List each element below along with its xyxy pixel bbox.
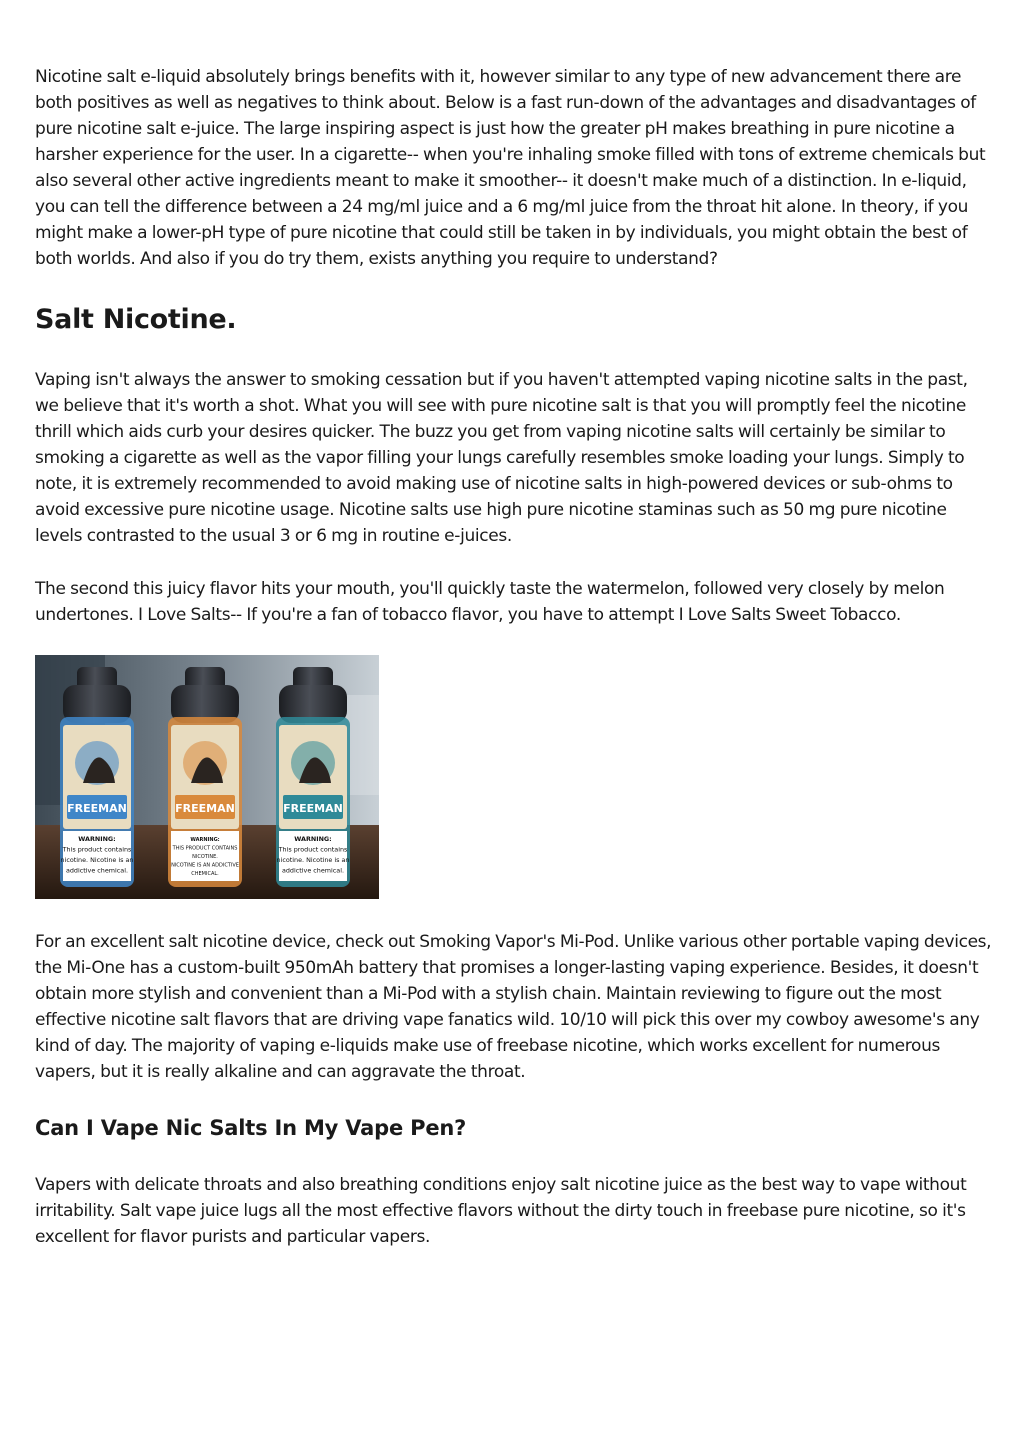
bottle-warning-text: This product contains (278, 845, 348, 854)
bottle-warning-text: WARNING: (190, 837, 220, 843)
e-liquid-bottles-photo (35, 655, 379, 899)
e-liquid-bottle (168, 667, 242, 887)
bottle-warning-text: addictive chemical. (281, 866, 345, 875)
bottle-warning-text: nicotine. Nicotine is an (60, 856, 134, 864)
bottle-warning-text: nicotine. Nicotine is an (276, 856, 350, 864)
flavor-paragraph: The second this juicy flavor hits your mouth, you'll quickly taste the watermelon, followed very closely by melon undertones. I Love Salts-- If you're a fan of tobacco flavor, you have to attempt I Love Salts Sweet Tobacco. (35, 579, 945, 625)
bottle-warning-text: THIS PRODUCT CONTAINS (172, 845, 238, 852)
e-liquid-bottle (276, 667, 350, 887)
closing-paragraph: Vapers with delicate throats and also breathing conditions enjoy salt nicotine juice as the best way to vape without irritability. Salt vape juice lugs all the most effective flavors without the dirty touch in freebase pure nicotine, so it's excellent for flavor purists and particular vapers. (35, 1175, 967, 1247)
bottle-brand-text: FREEMAN (67, 802, 127, 815)
bottle-warning-text: WARNING: (78, 835, 116, 843)
heading-salt-nicotine: Salt Nicotine. (35, 304, 237, 335)
device-paragraph: For an excellent salt nicotine device, check out Smoking Vapor's Mi-Pod. Unlike various other portable vaping devices, the Mi-One has a custom-built 950mAh battery that promises a longer-lasting vaping experience. Besides, it doesn't obtain more stylish and convenient than a Mi-Pod with a stylish chain. Maintain reviewing to figure out the most effective nicotine salt flavors that are driving vape fanatics wild. 10/10 will pick this over my cowboy awesome's any kind of day. The majority of vaping e-liquids make use of freebase nicotine, which works excellent for numerous vapers, but it is really alkaline and can aggravate the throat. (35, 932, 992, 1082)
bottle-warning-text: WARNING: (294, 835, 332, 843)
bottle-warning-text: This product contains (62, 845, 132, 854)
bottle-brand-text: FREEMAN (283, 802, 343, 815)
heading-vape-pen-question: Can I Vape Nic Salts In My Vape Pen? (35, 1116, 467, 1140)
bottle-brand-text: FREEMAN (175, 802, 235, 815)
bottle-warning-text: NICOTINE IS AN ADDICTIVE (171, 862, 239, 869)
intro-paragraph: Nicotine salt e-liquid absolutely brings benefits with it, however similar to any type of new advancement there are both positives as well as negatives to think about. Below is a fast run-down of the advantages and disadvantages of pure nicotine salt e-juice. The large inspiring aspect is just how the greater pH makes breathing in pure nicotine a harsher experience for the user. In a cigarette-- when you're inhaling smoke filled with tons of extreme chemicals but also several other active ingredients meant to make it smoother-- it doesn't make much of a distinction. In e-liquid, you can tell the difference between a 24 mg/ml juice and a 6 mg/ml juice from the throat hit alone. In theory, if you might make a lower-pH type of pure nicotine that could still be taken in by individuals, you might obtain the best of both worlds. And also if you do try them, exists anything you require to understand? (35, 67, 986, 269)
bottle-warning-text: addictive chemical. (65, 866, 129, 875)
bottle-warning-text: CHEMICAL. (191, 871, 219, 877)
e-liquid-bottle (60, 667, 134, 887)
bottle-warning-text: NICOTINE. (192, 854, 218, 860)
vaping-paragraph: Vaping isn't always the answer to smoking cessation but if you haven't attempted vaping nicotine salts in the past, we believe that it's worth a shot. What you will see with pure nicotine salt is that you will promptly feel the nicotine thrill which aids curb your desires quicker. The buzz you get from vaping nicotine salts will certainly be similar to smoking a cigarette as well as the vapor filling your lungs carefully resembles smoke loading your lungs. Simply to note, it is extremely recommended to avoid making use of nicotine salts in high-powered devices or sub-ohms to avoid excessive pure nicotine usage. Nicotine salts use high pure nicotine staminas such as 50 mg pure nicotine levels contrasted to the usual 3 or 6 mg in routine e-juices. (35, 370, 968, 546)
